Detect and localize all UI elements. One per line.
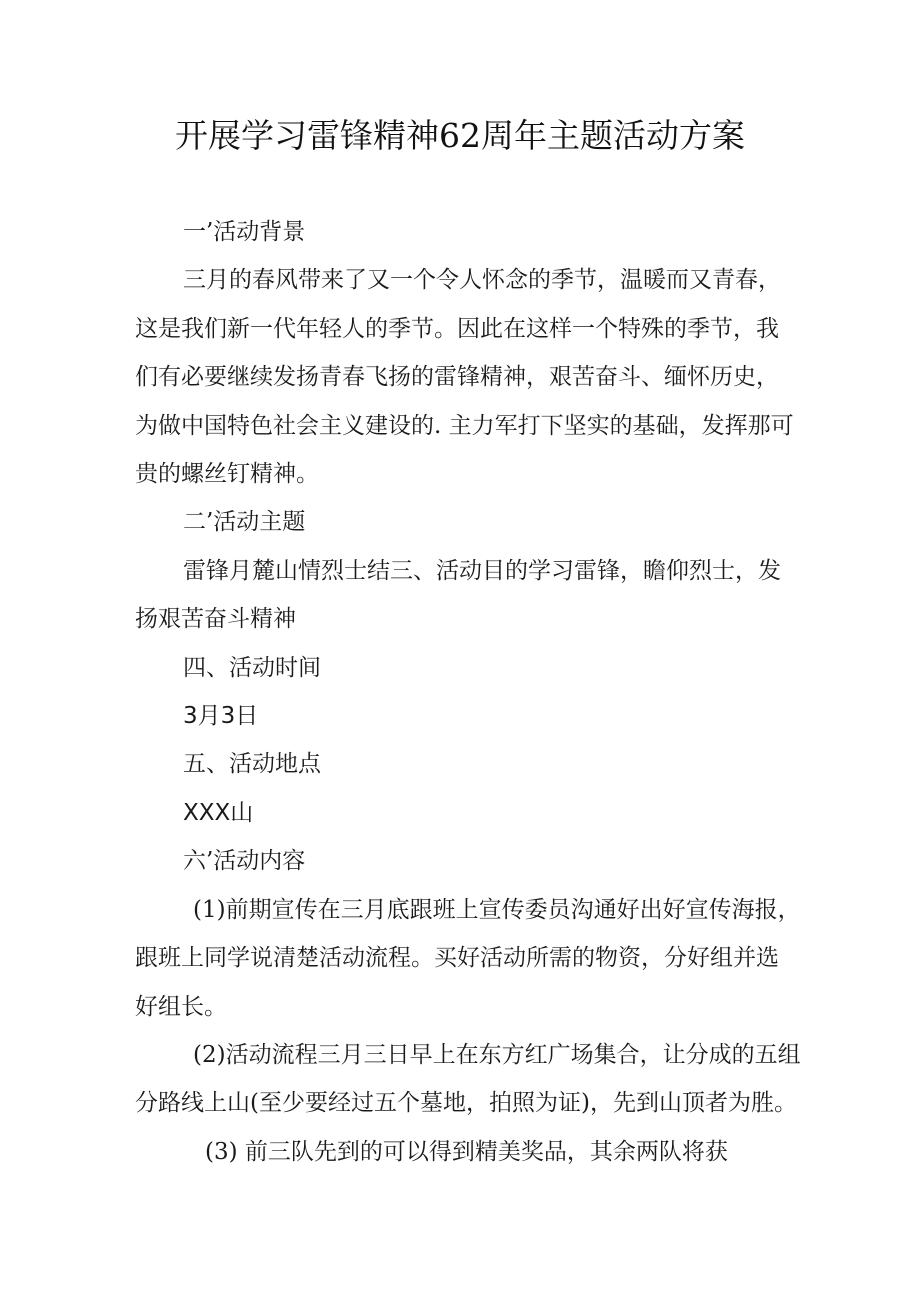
paragraph-line: 扬艰苦奋斗精神: [135, 606, 296, 633]
paragraph-line: 贵的螺丝钉精神。: [135, 461, 319, 488]
paragraph-line: 跟班上同学说清楚活动流程。买好活动所需的物资，分好组并选: [135, 945, 779, 972]
list-item-2: (2)活动流程三月三日早上在东方红广场集合，让分成的五组: [193, 1041, 801, 1068]
paragraph-line: 们有必要继续发扬青春飞扬的雷锋精神，艰苦奋斗、缅怀历史，: [135, 364, 779, 391]
list-item-3: (3) 前三队先到的可以得到精美奖品，其余两队将获: [205, 1138, 728, 1165]
paragraph-line: 分路线上山(至少要经过五个墓地，拍照为证)，先到山顶者为胜。: [135, 1090, 797, 1117]
activity-location: XXX山: [183, 799, 254, 826]
section-heading-content: 六’活动内容: [183, 848, 306, 875]
activity-date: 3月3日: [183, 703, 259, 730]
section-heading-time: 四、活动时间: [183, 654, 321, 681]
section-heading-theme: 二’活动主题: [183, 509, 306, 536]
document-body: [135, 208, 801, 1176]
paragraph-line: 为做中国特色社会主义建设的. 主力军打下坚实的基础，发挥那可: [135, 412, 794, 439]
section-heading-location: 五、活动地点: [183, 751, 321, 778]
section-heading-background: 一’活动背景: [183, 219, 306, 245]
list-item-1: (1)前期宣传在三月底跟班上宣传委员沟通好出好宣传海报，: [193, 896, 801, 923]
paragraph-line: 这是我们新一代年轻人的季节。因此在这样一个特殊的季节，我: [135, 315, 779, 342]
paragraph-line: 好组长。: [135, 993, 227, 1020]
paragraph-line: 三月的春风带来了又一个令人怀念的季节，温暖而又青春，: [183, 267, 781, 294]
paragraph-line: 雷锋月麓山情烈士结三、活动目的学习雷锋，瞻仰烈士，发: [183, 557, 781, 584]
document-title: 开展学习雷锋精神62周年主题活动方案: [175, 116, 745, 155]
